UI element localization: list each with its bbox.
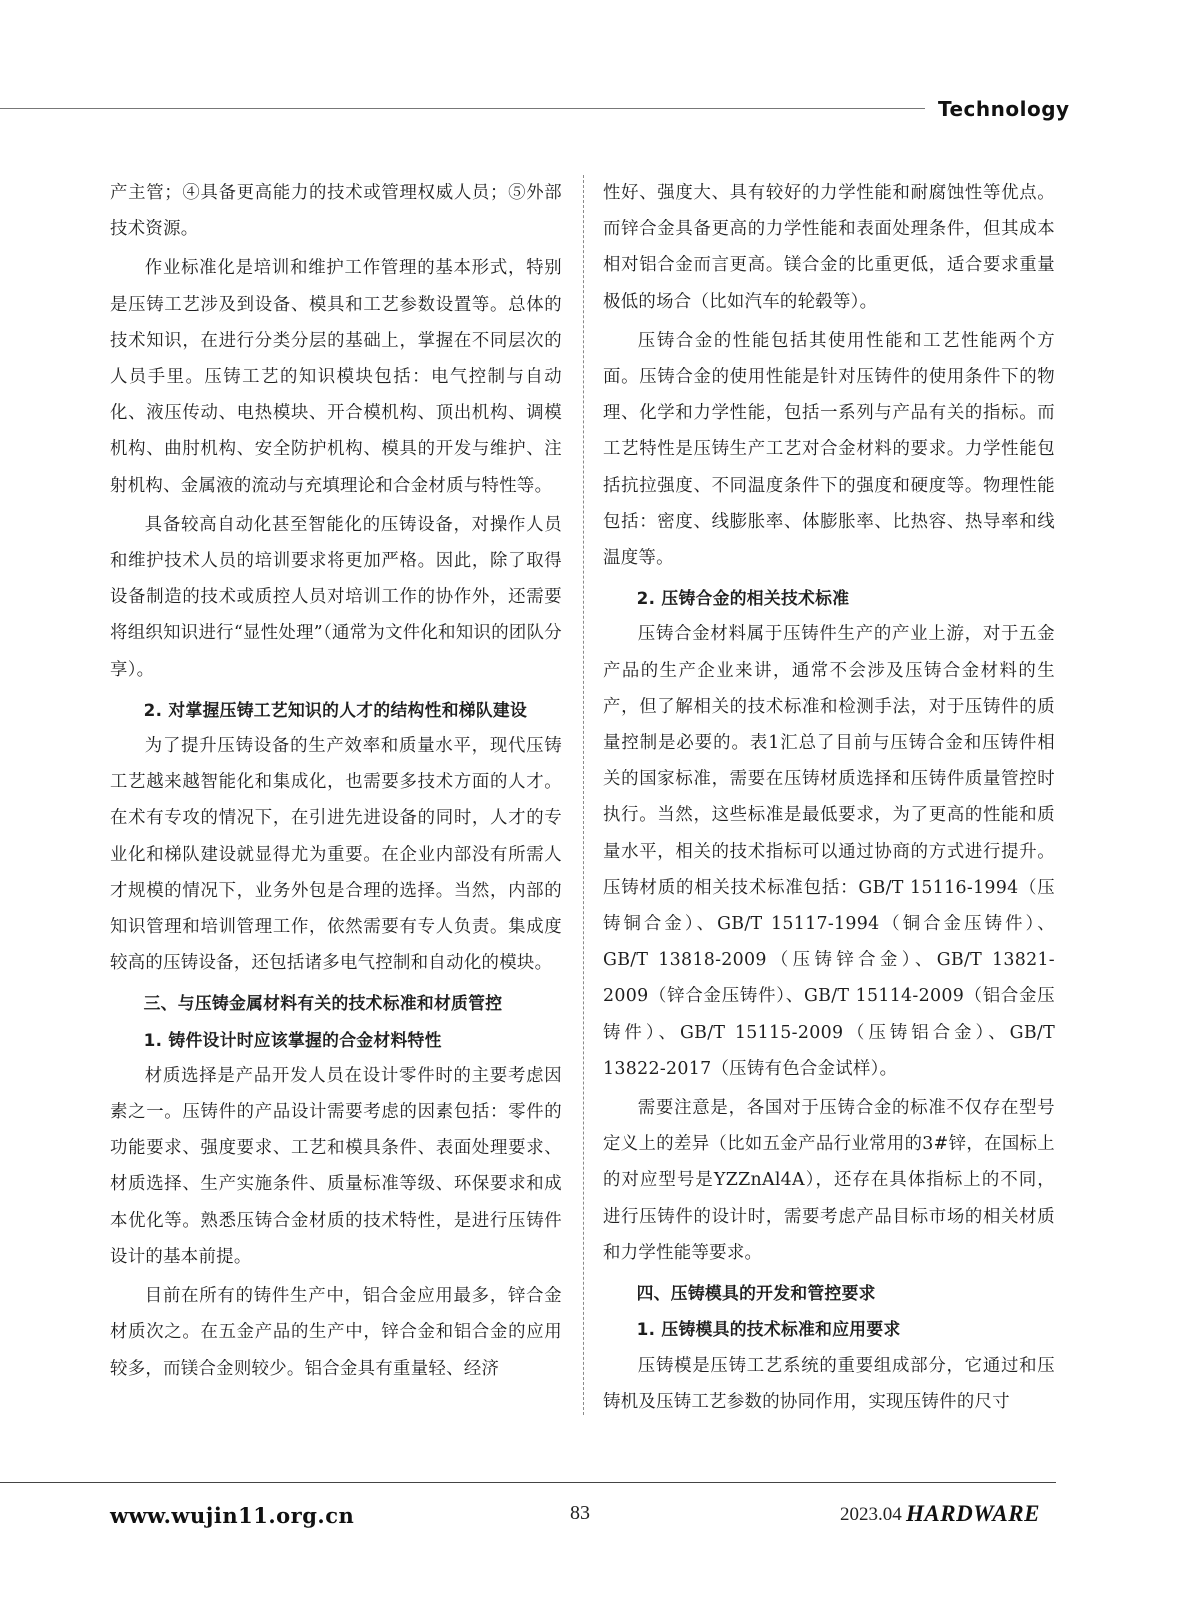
paragraph: 性好、强度大、具有较好的力学性能和耐腐蚀性等优点。而锌合金具备更高的力学性能和表面处理条件，但其成本相对铝合金而言更高。镁合金的比重更低，适合要求重量极低的场合（比如汽车的轮毂等）。 xyxy=(603,183,1055,312)
page-number: 83 xyxy=(570,1502,590,1524)
paragraph: 目前在所有的铸件生产中，铝合金应用最多，锌合金材质次之。在五金产品的生产中，锌合金和铝合金的应用较多，而镁合金则较少。铝合金具有重量轻、经济 xyxy=(110,1286,562,1379)
paragraph: 压铸合金的性能包括其使用性能和工艺性能两个方面。压铸合金的使用性能是针对压铸件的使用条件下的物理、化学和力学性能，包括一系列与产品有关的指标。而工艺特性是压铸生产工艺对合金材料的要求。力学性能包括抗拉强度、不同温度条件下的强度和硬度等。物理性能包括：密度、线膨胀率、体膨胀率、比热容、热导率和线温度等。 xyxy=(603,330,1055,569)
subsection-heading: 1. 铸件设计时应该掌握的合金材料特性 xyxy=(143,1029,442,1050)
paragraph: 材质选择是产品开发人员在设计零件时的主要考虑因素之一。压铸件的产品设计需要考虑的因素包括：零件的功能要求、强度要求、工艺和模具条件、表面处理要求、材质选择、生产实施条件、质量标准等级、环保要求和成本优化等。熟悉压铸合金材质的技术特性，是进行压铸件设计的基本前提。 xyxy=(110,1065,562,1267)
issue-date: 2023.04 xyxy=(840,1504,902,1525)
website-link[interactable]: www.wujin11.org.cn xyxy=(110,1503,355,1528)
subsection-heading: 2. 压铸合金的相关技术标准 xyxy=(636,588,850,609)
header-rule xyxy=(0,108,925,109)
paragraph: 为了提升压铸设备的生产效率和质量水平，现代压铸工艺越来越智能化和集成化，也需要多技术方面的人才。在术有专攻的情况下，在引进先进设备的同时，人才的专业化和梯队建设就显得尤为重要。在企业内部没有所需人才规模的情况下，业务外包是合理的选择。当然，内部的知识管理和培训管理工作，依然需要有专人负责。集成度较高的压铸设备，还包括诸多电气控制和自动化的模块。 xyxy=(110,736,562,974)
paragraph: 作业标准化是培训和维护工作管理的基本形式，特别是压铸工艺涉及到设备、模具和工艺参数设置等。总体的技术知识，在进行分类分层的基础上，掌握在不同层次的人员手里。压铸工艺的知识模块包括：电气控制与自动化、液压传动、电热模块、开合模机构、顶出机构、调模机构、曲肘机构、安全防护机构、模具的开发与维护、注射机构、金属液的流动与充填理论和合金材质与特性等。 xyxy=(110,258,562,496)
paragraph: 产主管；④具备更高能力的技术或管理权威人员；⑤外部技术资源。 xyxy=(110,183,562,240)
section-heading: 四、压铸模具的开发和管控要求 xyxy=(636,1283,876,1304)
paragraph: 压铸合金材料属于压铸件生产的产业上游，对于五金产品的生产企业来讲，通常不会涉及压铸合金材料的生产，但了解相关的技术标准和检测手法，对于压铸件的质量控制是必要的。表1汇总了目前与压铸合金和压铸件相关的国家标准，需要在压铸材质选择和压铸件质量管控时执行。当然，这些标准是最低要求，为了更高的性能和质量水平，相关的技术指标可以通过协商的方式进行提升。压铸材质的相关技术标准包括：GB/T 15116-1994（压铸铜合金）、GB/T 15117-1994（铜合金压铸件）、GB/T 13818-2009（压铸锌合金）、GB/T 13821-2009（锌合金压铸件）、GB/T 15114-2009（铝合金压铸件）、GB/T 15115-2009（压铸铝合金）、GB/T 13822-2017（压铸有色合金试样）。 xyxy=(603,624,1055,1079)
subsection-heading: 1. 压铸模具的技术标准和应用要求 xyxy=(636,1319,901,1340)
magazine-title: HARDWARE xyxy=(906,1501,1040,1526)
subsection-heading: 2. 对掌握压铸工艺知识的人才的结构性和梯队建设 xyxy=(143,699,528,720)
paragraph: 具备较高自动化甚至智能化的压铸设备，对操作人员和维护技术人员的培训要求将更加严格。因此，除了取得设备制造的技术或质控人员对培训工作的协作外，还需要将组织知识进行“显性处理”（通常为文件化和知识的团队分享）。 xyxy=(110,514,562,680)
paragraph: 压铸模是压铸工艺系统的重要组成部分，它通过和压铸机及压铸工艺参数的协同作用，实现压铸件的尺寸 xyxy=(603,1355,1055,1412)
column-divider xyxy=(583,175,584,1415)
left-column xyxy=(110,175,562,1387)
section-heading: 三、与压铸金属材料有关的技术标准和材质管控 xyxy=(143,993,503,1014)
section-label: Technology xyxy=(938,97,1070,121)
footer-rule xyxy=(0,1482,1056,1483)
right-column xyxy=(603,175,1055,1420)
paragraph: 需要注意是，各国对于压铸合金的标准不仅存在型号定义上的差异（比如五金产品行业常用的3#锌，在国标上的对应型号是YZZnAl4A），还存在具体指标上的不同，进行压铸件的设计时，需要考虑产品目标市场的相关材质和力学性能等要求。 xyxy=(603,1098,1055,1263)
